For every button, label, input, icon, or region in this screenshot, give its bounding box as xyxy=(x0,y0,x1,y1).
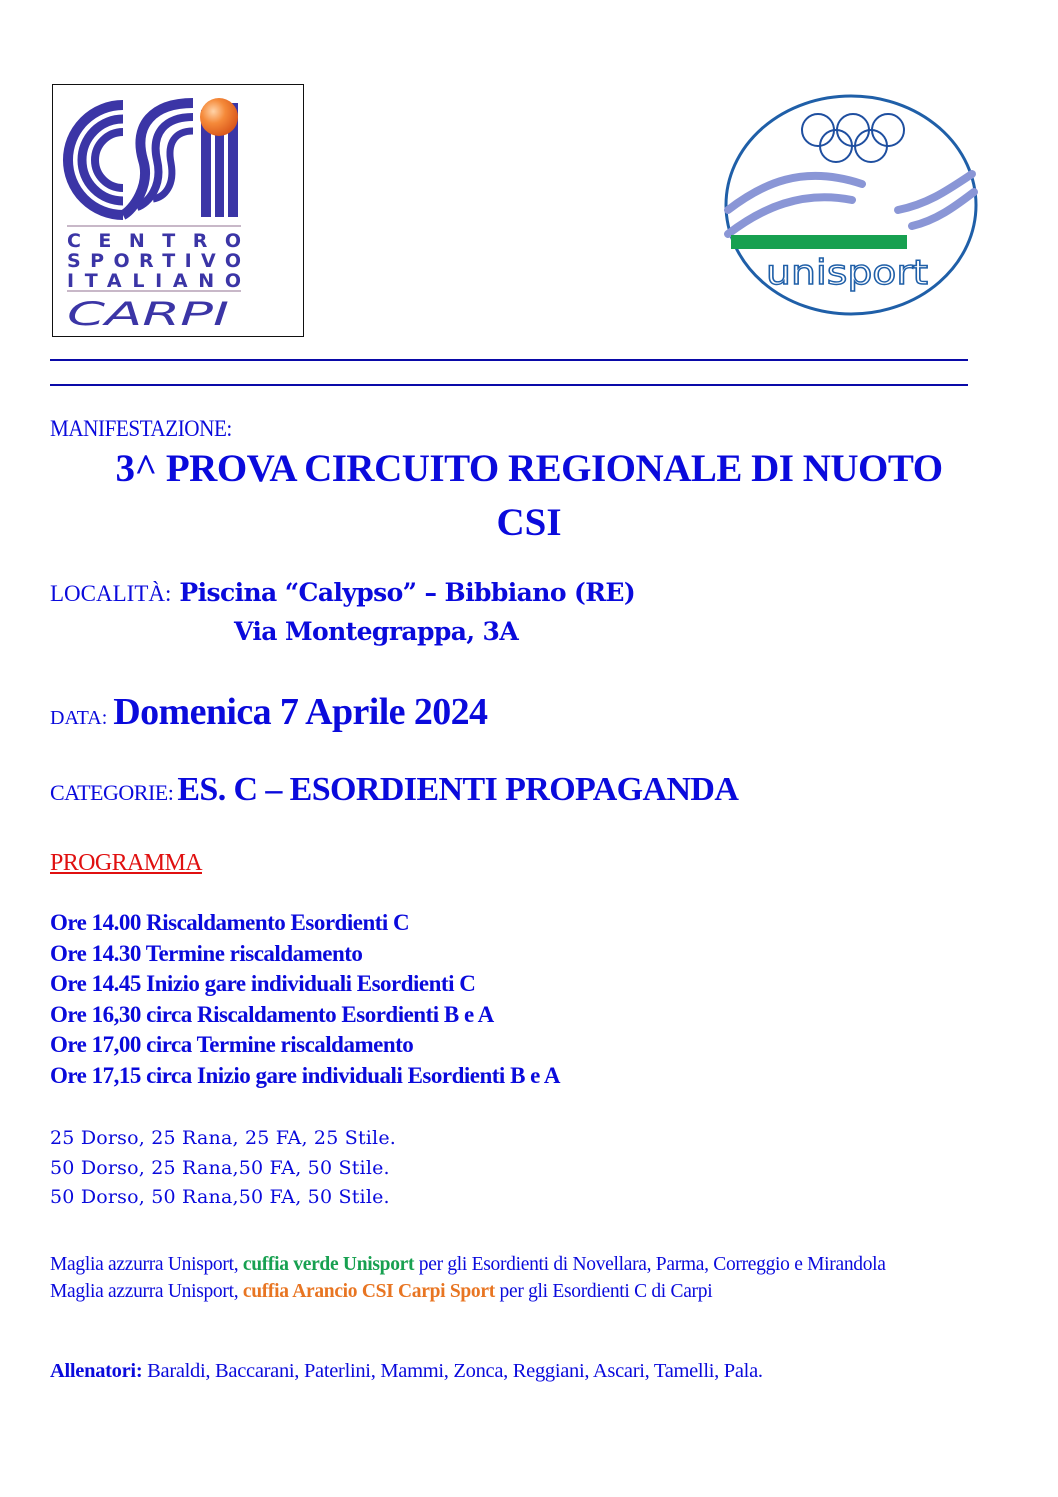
unisport-wordmark: unisport xyxy=(766,253,928,293)
schedule-item: Ore 17,15 circa Inizio gare individuali Esordienti B e A xyxy=(50,1062,560,1088)
coaches-names: Baraldi, Baccarani, Paterlini, Mammi, Zonca, Reggiani, Ascari, Tamelli, Pala. xyxy=(142,1360,763,1382)
csi-carpi-logo xyxy=(52,84,304,337)
localita-label: LOCALITÀ: xyxy=(50,581,172,606)
note-text: Maglia azzurra Unisport, xyxy=(50,1281,243,1302)
coaches-row xyxy=(50,1360,763,1383)
localita-value: Piscina “Calypso” – Bibbiano (RE) xyxy=(179,578,636,607)
manifestazione-label: MANIFESTAZIONE: xyxy=(50,416,232,441)
race-line: 25 Dorso, 25 Rana, 25 FA, 25 Stile. xyxy=(50,1127,397,1149)
schedule-item: Ore 17,00 circa Termine riscaldamento xyxy=(50,1032,414,1058)
localita-row xyxy=(50,578,635,607)
event-title: 3^ PROVA CIRCUITO REGIONALE DI NUOTO xyxy=(115,447,943,490)
coaches-label: Allenatori: xyxy=(50,1360,143,1382)
race-line: 50 Dorso, 25 Rana,50 FA, 50 Stile. xyxy=(50,1156,390,1179)
data-row xyxy=(50,690,487,734)
schedule-item: Ore 14.45 Inizio gare individuali Esordienti C xyxy=(50,971,476,997)
csi-emblem-icon xyxy=(53,85,302,335)
csi-logo-line-2: SPORTIVO xyxy=(67,250,241,272)
data-label: DATA: xyxy=(50,707,108,729)
categorie-row xyxy=(50,771,738,809)
unisport-emblem-icon xyxy=(722,92,980,318)
csi-logo-line-3: ITALIANO xyxy=(67,270,241,292)
race-line: 50 Dorso, 50 Rana,50 FA, 50 Stile. xyxy=(50,1186,390,1208)
schedule-list xyxy=(50,908,560,1092)
divider-rule xyxy=(50,359,968,361)
note-text: per gli Esordienti C di Carpi xyxy=(494,1281,713,1302)
categorie-value: ES. C – ESORDIENTI PROPAGANDA xyxy=(177,771,739,808)
schedule-item: Ore 14.30 Termine riscaldamento xyxy=(50,940,363,966)
note-text: Maglia azzurra Unisport, xyxy=(50,1254,243,1275)
data-value: Domenica 7 Aprile 2024 xyxy=(113,691,488,733)
event-title-line-2: CSI xyxy=(496,501,562,544)
divider-rule xyxy=(50,384,968,386)
programma-heading: PROGRAMMA xyxy=(50,850,202,876)
cap-green-highlight: cuffia verde Unisport xyxy=(242,1254,415,1275)
csi-logo-line-1: CENTRO xyxy=(67,230,241,252)
note-text: per gli Esordienti di Novellara, Parma, Correggio e Mirandola xyxy=(414,1254,886,1275)
unisport-logo xyxy=(722,92,980,318)
categorie-label: CATEGORIE: xyxy=(50,780,174,805)
cap-orange-highlight: cuffia Arancio CSI Carpi Sport xyxy=(242,1281,495,1302)
csi-logo-city: CARPI xyxy=(67,295,229,333)
schedule-item: Ore 16,30 circa Riscaldamento Esordienti B e A xyxy=(50,1001,494,1027)
localita-address: Via Montegrappa, 3A xyxy=(234,617,519,646)
note-line xyxy=(50,1251,1010,1278)
races-list xyxy=(50,1124,396,1213)
notes-block xyxy=(50,1251,1010,1305)
schedule-item: Ore 14.00 Riscaldamento Esordienti C xyxy=(50,910,410,935)
note-line xyxy=(50,1278,1010,1305)
